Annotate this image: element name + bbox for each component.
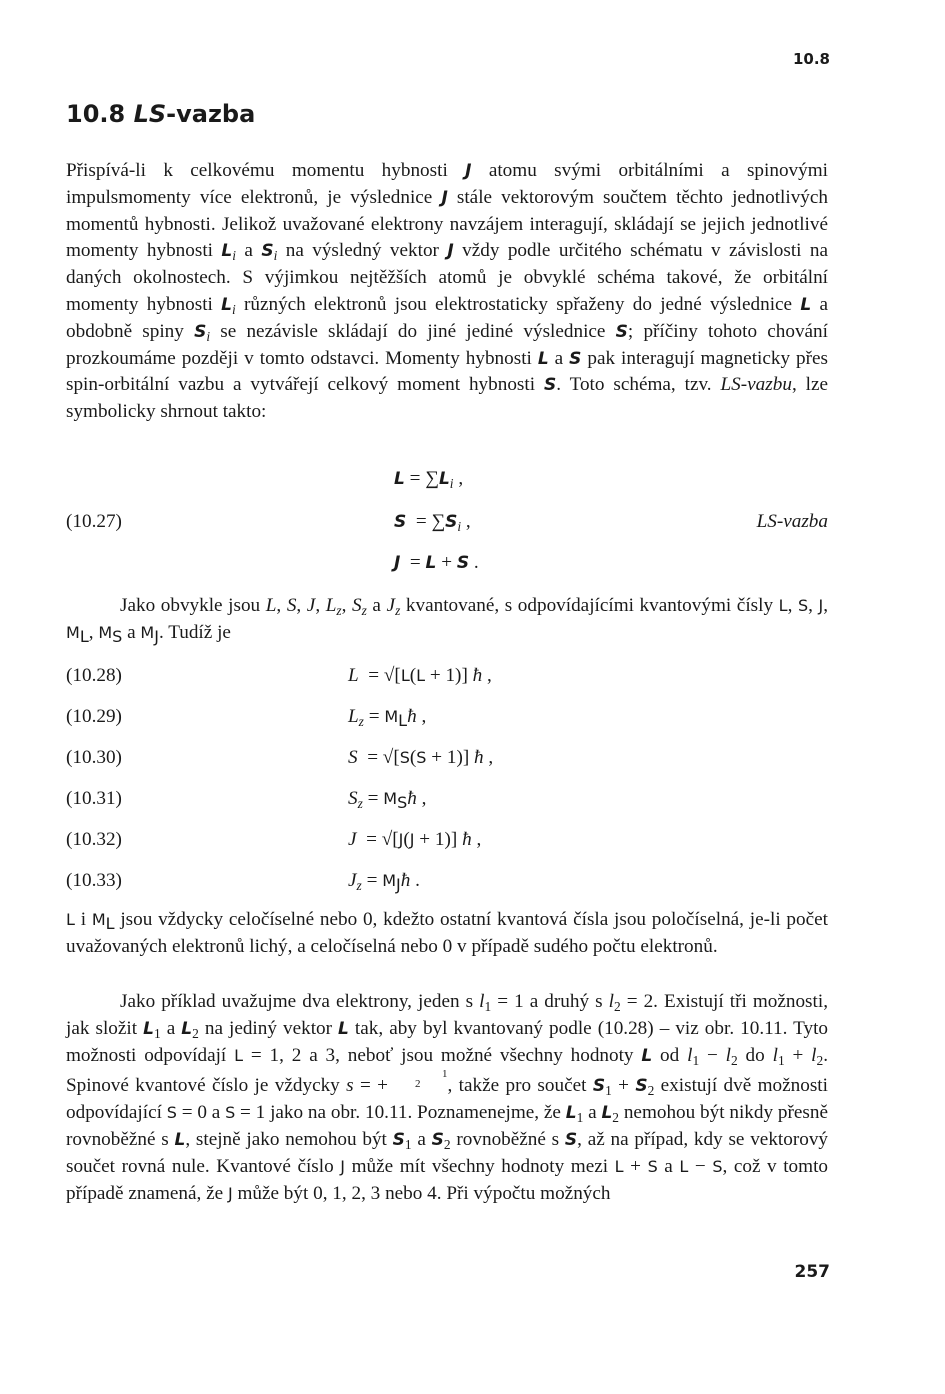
section-title bbox=[66, 100, 255, 128]
eq-1027-line-1: $L = \sum L_i$ , bbox=[394, 468, 464, 491]
page-number: 257 bbox=[794, 1262, 830, 1282]
equation-list bbox=[66, 665, 828, 905]
eq-1027-line-2: $S = \sum S_i$ , bbox=[394, 511, 471, 534]
section-title-rest: -vazba bbox=[166, 100, 256, 128]
eq-1032-number: (10.32) bbox=[66, 829, 122, 850]
eq-1029: $L_z$ = $M_Lħ$ , bbox=[348, 706, 427, 730]
eq-1030: S = √[S(S + 1)] ħ , bbox=[348, 747, 494, 768]
eq-1028-number: (10.28) bbox=[66, 665, 122, 686]
eq-1028: L = √[L(L + 1)] ħ , bbox=[348, 665, 492, 686]
paragraph-integer: L i $M_L$ jsou vždycky celočíselné nebo 0, kdežto ostatní kvantová čísla jsou poločíselná, je-li počet uvažovaných elektronů lichý, a celočíselná nebo 0 v případě sudého počtu elektronů. bbox=[66, 909, 828, 957]
eq-1030-number: (10.30) bbox=[66, 747, 122, 768]
equation-10-27 bbox=[66, 468, 828, 578]
eq-1029-number: (10.29) bbox=[66, 706, 122, 727]
eq-1033: $J_z$ = $M_Jħ$ . bbox=[348, 870, 420, 894]
section-number: 10.8 bbox=[66, 100, 126, 128]
paragraph-intro: Přispívá-li k celkovému momentu hybnosti J atomu svými orbitálními a spinovými impulsmomenty více elektronů, je výslednice J stále vektorovým součtem těchto jednotlivých momentů hybnosti. Jelikož uvažované elektrony navzájem interagují, skládají se jejich jednotlivé momenty hybnosti $L_i$ a $S_i$ na výsledný vektor J vždy podle určitého schématu v závislosti na daných okolnostech. S výjimkou nejtěžších atomů je obvyklé schéma takové, že orbitální momenty hybnosti $L_i$ různých elektronů jsou elektrostaticky spřaženy do jedné výslednice L a obdobně spiny $S_i$ se nezávisle skládají do jiné jediné výslednice S; příčiny tohoto chování prozkoumáme později v tomto odstavci. Momenty hybnosti L a S pak interagují magneticky přes spin-orbitální vazbu a vytvářejí celkový moment hybnosti S. Toto schéma, tzv. LS-vazbu, lze symbolicky shrnout takto: bbox=[66, 160, 829, 423]
eq-1031: $S_z$ = $M_Sħ$ , bbox=[348, 788, 427, 812]
eq-1027-number: (10.27) bbox=[66, 511, 122, 532]
eq-1027-line-3: J = L + S . bbox=[394, 552, 479, 573]
eq-1031-number: (10.31) bbox=[66, 788, 122, 809]
paragraph-example: Jako příklad uvažujme dva elektrony, jeden s $l_1 = 1$ a druhý s $l_2 = 2$. Existují tři možnosti, jak složit $L_1$ a $L_2$ na jediný vektor L tak, aby byl kvantovaný podle (10.28) – viz obr. 10.11. Tyto možnosti odpovídají L = 1, 2 a 3, neboť jsou možné všechny hodnoty L od $l_1 - l_2$ do $l_1 + l_2$. Spinové kvantové číslo je vždycky s = +1 2 , takže pro součet $S_1 + S_2$ existují dvě možnosti odpovídající S = 0 a S = 1 jako na obr. 10.11. Poznamenejme, že $L_1$ a $L_2$ nemohou být nikdy přesně rovnoběžné s L, stejně jako nemohou být $S_1$ a $S_2$ rovnoběžné s S, až na případ, kdy se vektorový součet rovná nule. Kvantové číslo J může mít všechny hodnoty mezi L + S a L − S, což v tomto případě znamená, že J může být 0, 1, 2, 3 nebo 4. Při výpočtu možných bbox=[66, 991, 829, 1204]
paragraph-quantized: Jako obvykle jsou L, S, J, $L_z$, $S_z$ a $J_z$ kvantované, s odpovídajícími kvantovými čísly L, S, J, $M_L$, $M_S$ a $M_J$. Tudíž je bbox=[66, 595, 829, 646]
running-head: 10.8 bbox=[792, 50, 830, 68]
eq-1027-tag: LS-vazba bbox=[756, 511, 828, 532]
section-title-italic: LS bbox=[133, 100, 167, 128]
eq-1033-number: (10.33) bbox=[66, 870, 122, 891]
eq-1032: J = √[J(J + 1)] ħ , bbox=[348, 829, 482, 850]
